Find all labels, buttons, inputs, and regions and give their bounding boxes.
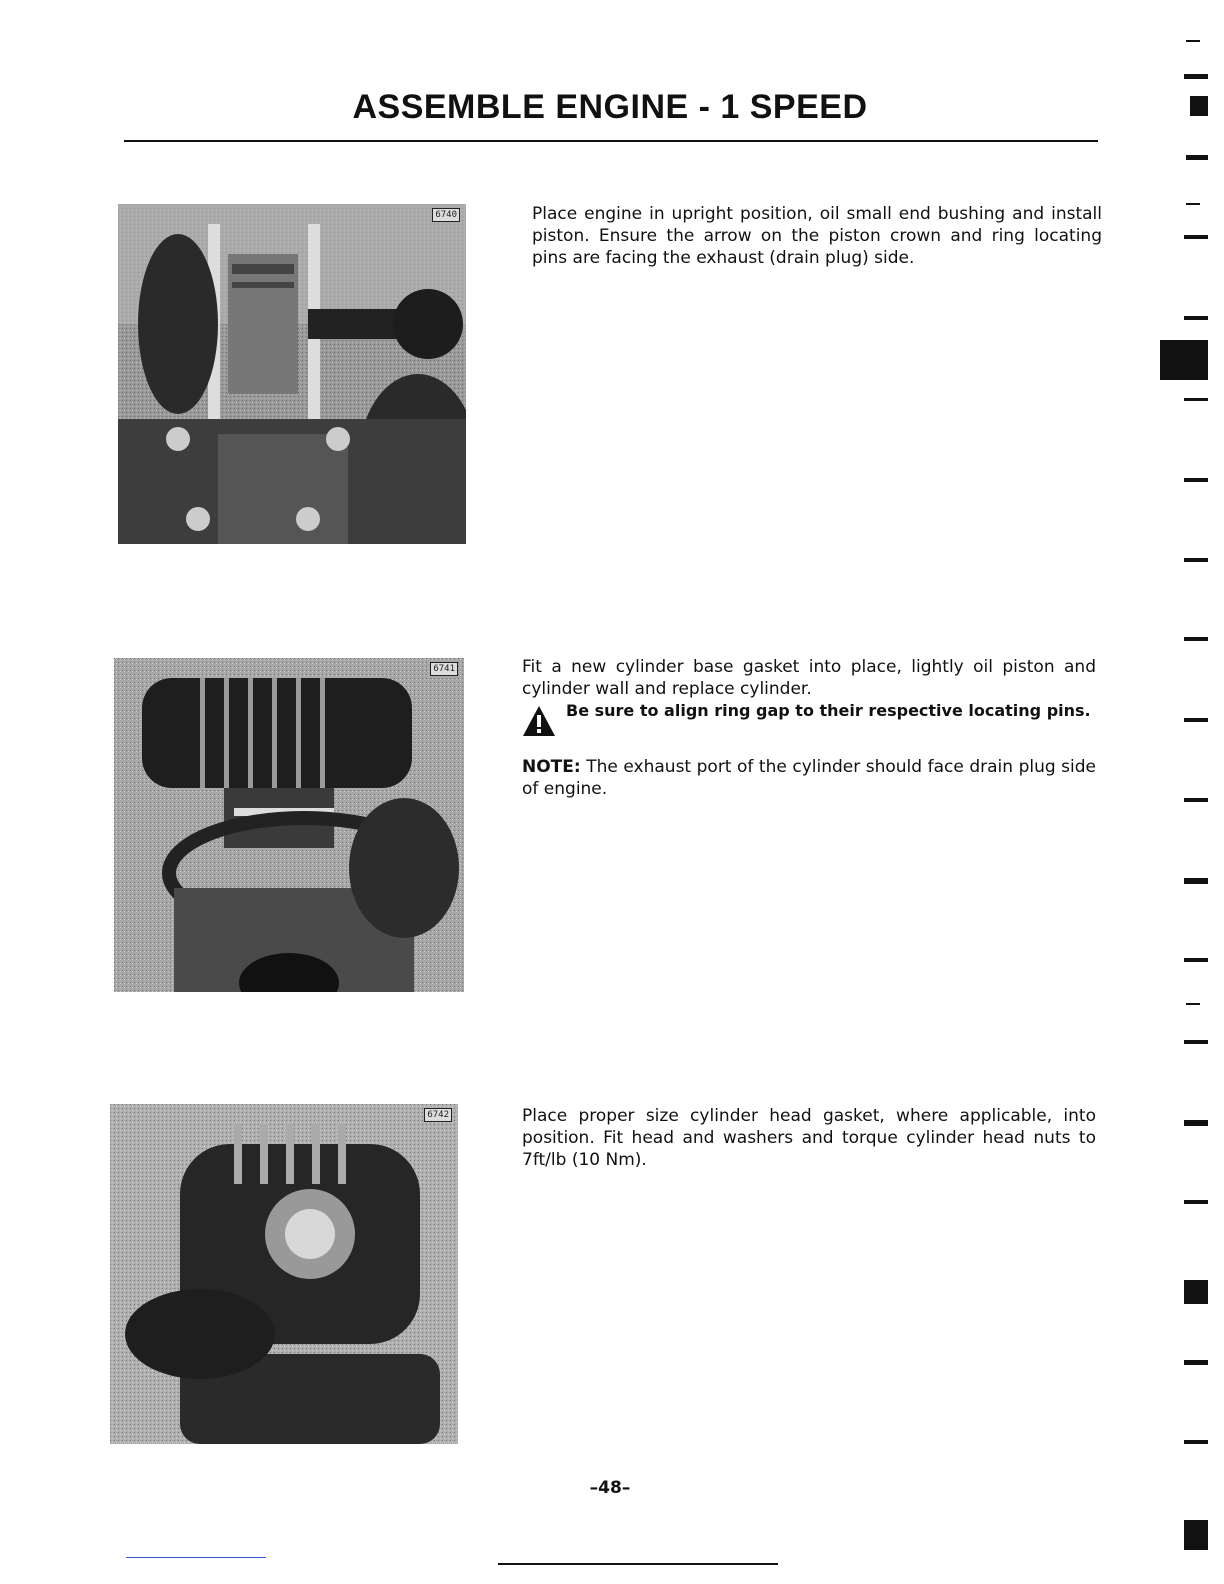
step-1-paragraph: Place engine in upright position, oil small end bushing and install piston. Ensure the arrow on the piston crown and ring locating pins are facing the exhaust (drain plug) side. <box>532 204 1102 268</box>
step-2-paragraph: Fit a new cylinder base gasket into place, lightly oil piston and cylinder wall and replace cylinder. <box>522 657 1096 699</box>
figure-label: 6742 <box>424 1108 452 1122</box>
note-block <box>522 756 1096 800</box>
warning-text: Be sure to align ring gap to their respective locating pins. <box>566 701 1091 720</box>
cylinder-photo-illustration <box>114 658 464 992</box>
step-1-text <box>532 203 1102 269</box>
figure-cylinder-fit <box>114 658 464 992</box>
figure-cylinder-head <box>110 1104 458 1444</box>
step-3-text <box>522 1105 1096 1171</box>
figure-label: 6740 <box>432 208 460 222</box>
step-3-paragraph: Place proper size cylinder head gasket, where applicable, into position. Fit head and washers and torque cylinder head nuts to 7ft/lb (10 Nm). <box>522 1106 1096 1170</box>
page-title: ASSEMBLE ENGINE - 1 SPEED <box>352 88 868 126</box>
note-label: NOTE: <box>522 757 581 777</box>
figure-piston-install <box>118 204 466 544</box>
piston-photo-illustration <box>118 204 466 544</box>
page-number: –48– <box>589 1478 631 1498</box>
figure-label: 6741 <box>430 662 458 676</box>
warning-callout <box>522 700 1096 738</box>
title-underline <box>124 140 1098 142</box>
footer-rule <box>498 1563 778 1565</box>
cylinder-head-photo-illustration <box>110 1104 458 1444</box>
warning-triangle-icon <box>522 704 556 738</box>
footer-link-line <box>126 1557 266 1558</box>
note-text: The exhaust port of the cylinder should face drain plug side of engine. <box>522 757 1097 799</box>
step-2-text <box>522 656 1096 800</box>
